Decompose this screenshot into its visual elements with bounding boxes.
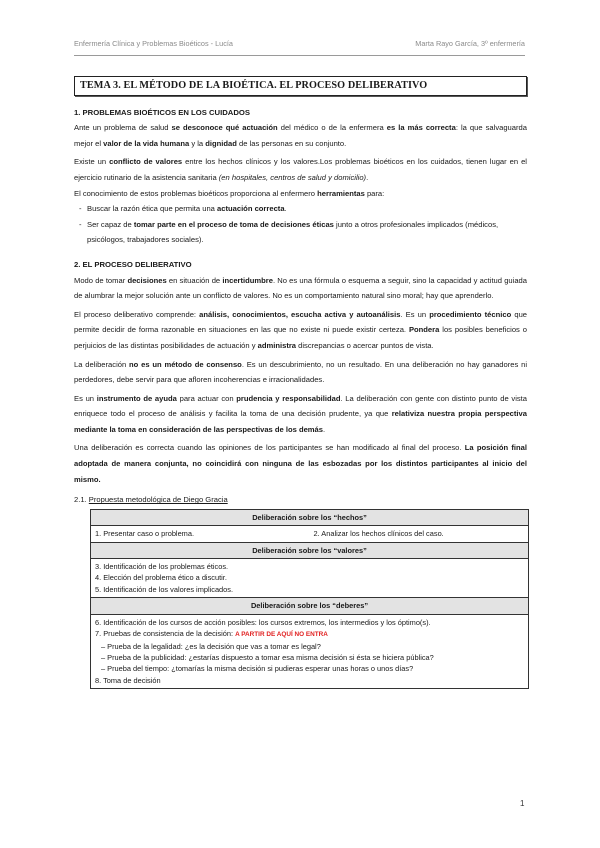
section-2-heading: 2. EL PROCESO DELIBERATIVO xyxy=(74,259,192,269)
section-1-paragraph-2: Existe un conflicto de valores entre los hechos clínicos y los valores.Los problemas bioéticos en los cuidados, tienen lugar en el ejercicio rutinario de la asistencia sanitaria (en hospitales, centros de salud y domicilio). xyxy=(74,157,527,182)
section-2-paragraph-2: El proceso deliberativo comprende: análisis, conocimientos, escucha activa y autoanálisis. Es un procedimiento técnico que permite decidir de forma razonable en situaciones en las que no existe ni puede existir certeza. Pondera los posibles beneficios o perjuicios de las distintas posibilidades de actuación y administra discrepancias o acercar puntos de vista. xyxy=(74,309,528,350)
table-header-deberes: Deliberación sobre los “deberes” xyxy=(91,598,529,614)
page-number: 1 xyxy=(520,799,525,808)
table-cell: 3. Identificación de los problemas éticos. 4. Elección del problema ético a discutir. 5. Identificación de los valores implicados. xyxy=(91,559,529,598)
table-header-valores: Deliberación sobre los “valores” xyxy=(91,542,529,558)
page-content xyxy=(74,76,527,689)
header-left: Enfermería Clínica y Problemas Bioéticos - Lucía xyxy=(74,39,233,48)
list-item: - Ser capaz de tomar parte en el proceso de toma de decisiones éticas junto a otros profesionales implicados (médicos, psicólogos, trabajadores sociales). xyxy=(74,217,527,248)
header-divider xyxy=(74,55,525,56)
list-item: - Buscar la razón ética que permita una actuación correcta. xyxy=(74,201,527,217)
section-2-paragraph-1: Modo de tomar decisiones en situación de incertidumbre. No es una fórmula o esquema a seguir, sino la capacidad y actitud guiada de alumbrar la mejor solución ante un conflicto de valores. No es un comportamiento natural sino moral; hay que aprenderlo. xyxy=(74,275,527,301)
tools-list xyxy=(74,201,527,248)
exam-note: A PARTIR DE AQUÍ NO ENTRA xyxy=(235,631,328,639)
header-right: Marta Rayo García, 3º enfermería xyxy=(415,39,525,48)
table-cell: 6. Identificación de los cursos de acción posibles: los cursos extremos, los intermedios y los óptimo(s). 7. Pruebas de consistencia de la decisión: A PARTIR DE AQUÍ NO ENTRA – Prueba de la legalidad: ¿es la decisión que vas a tomar es legal? – Prueba de la publicidad: ¿estarías dispuesto a tomar esa misma decisión si ésta se hiciera pública? – Prueba del tiempo: ¿tomarías la misma decisión si pudieras esperar unas horas o unos días? 8. Toma de decisión xyxy=(91,614,529,688)
chapter-title: TEMA 3. EL MÉTODO DE LA BIOÉTICA. EL PROCESO DELIBERATIVO xyxy=(74,76,527,96)
section-1-heading: 1. PROBLEMAS BIOÉTICOS EN LOS CUIDADOS xyxy=(74,107,250,117)
section-2-paragraph-5: Una deliberación es correcta cuando las opiniones de los participantes se han modificado al final del proceso. La posición final adoptada de manera conjunta, no coincidirá con ninguna de las esbozadas por los distintos participantes al inicio del mismo. xyxy=(74,443,527,484)
section-1-paragraph-1: Ante un problema de salud se desconoce qué actuación del médico o de la enfermera es la más correcta: la que salvaguarda mejor el valor de la vida humana y la dignidad de las personas en su conjunto. xyxy=(74,123,527,148)
section-1-paragraph-3: El conocimiento de estos problemas bioéticos proporciona al enfermero herramientas para: xyxy=(74,188,385,198)
subsection-heading: 2.1. Propuesta metodológica de Diego Gracia xyxy=(74,495,228,505)
methodology-table xyxy=(90,509,529,689)
table-cell: 1. Presentar caso o problema. xyxy=(91,526,310,542)
section-2-paragraph-4: Es un instrumento de ayuda para actuar con prudencia y responsabilidad. La deliberación con gente con distinto punto de vista enriquece todo el proceso de análisis y facilita la toma de una decisión prudente, ya que relativiza nuestra propia perspectiva mediante la toma en consideración de las perspectivas de los demás. xyxy=(74,393,528,434)
section-2-paragraph-3: La deliberación no es un método de consenso. Es un descubrimiento, no un resultado. En una deliberación no hay ganadores ni perdedores, debe servir para que afloren incoherencias e irracionalidades. xyxy=(74,359,528,385)
table-cell: 2. Analizar los hechos clínicos del caso. xyxy=(310,526,529,542)
page-header xyxy=(74,39,525,48)
table-header-hechos: Deliberación sobre los “hechos” xyxy=(91,509,529,525)
